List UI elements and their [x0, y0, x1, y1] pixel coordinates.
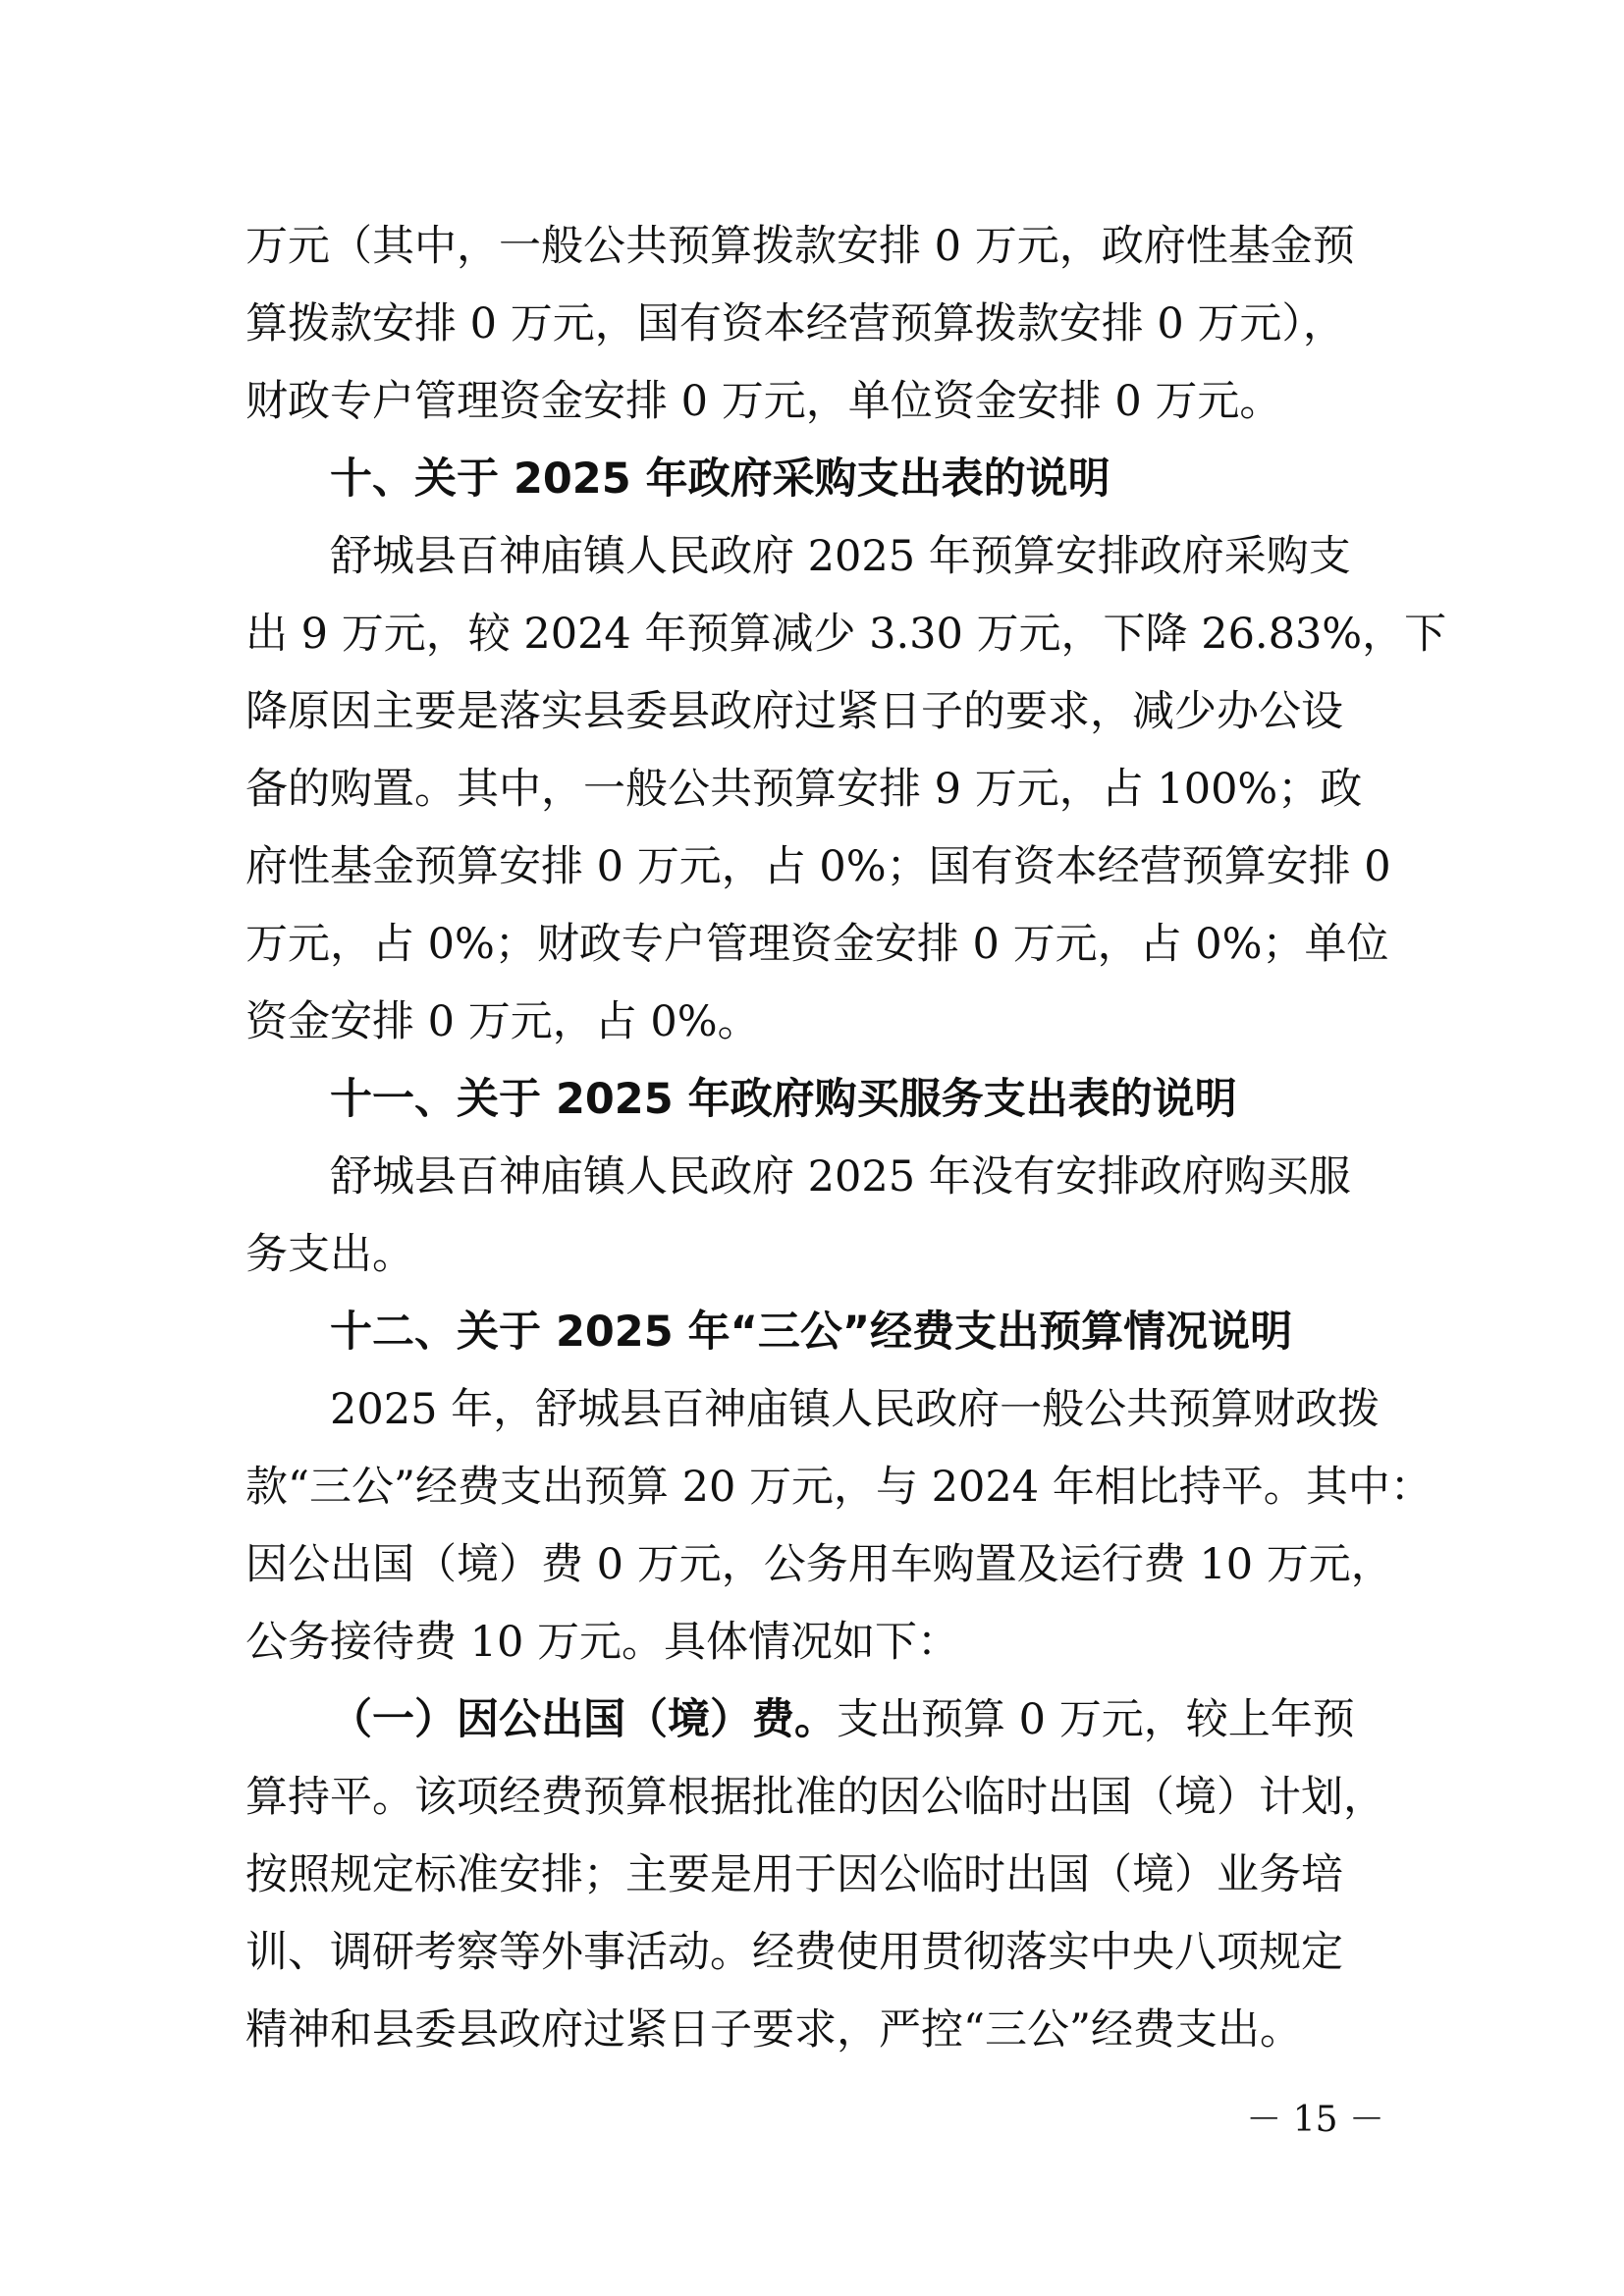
- paragraph-first-line: 2025 年，舒城县百神庙镇人民政府一般公共预算财政拨: [330, 1385, 1380, 1434]
- subsection-first-line: [245, 1682, 1384, 1759]
- body-text-line: 训、调研考察等外事活动。经费使用贯彻落实中央八项规定: [245, 1928, 1343, 1977]
- body-text-line: 按照规定标准安排；主要是用于因公临时出国（境）业务培: [245, 1850, 1343, 1899]
- body-text-line: 万元，占 0%；财政专户管理资金安排 0 万元，占 0%；单位: [245, 920, 1389, 969]
- document-page: [245, 208, 1447, 2069]
- body-text-line: 府性基金预算安排 0 万元，占 0%；国有资本经营预算安排 0: [245, 842, 1391, 891]
- body-text-line: 算拨款安排 0 万元，国有资本经营预算拨款安排 0 万元），: [245, 299, 1345, 348]
- subsection-heading-1: （一）因公出国（境）费。: [330, 1695, 837, 1744]
- body-text-line: 万元（其中，一般公共预算拨款安排 0 万元，政府性基金预: [245, 222, 1355, 271]
- body-text-line: 财政专户管理资金安排 0 万元，单位资金安排 0 万元。: [245, 377, 1282, 426]
- body-text-line: 降原因主要是落实县委县政府过紧日子的要求，减少办公设: [245, 687, 1343, 736]
- paragraph-first-line: 舒城县百神庙镇人民政府 2025 年没有安排政府购买服: [330, 1152, 1351, 1201]
- paragraph-first-line: 舒城县百神庙镇人民政府 2025 年预算安排政府采购支: [330, 532, 1351, 581]
- body-text-line: 算持平。该项经费预算根据批准的因公临时出国（境）计划，: [245, 1773, 1385, 1822]
- subsection-text: 支出预算 0 万元，较上年预: [837, 1695, 1355, 1744]
- section-heading-10: 十、关于 2025 年政府采购支出表的说明: [330, 454, 1110, 504]
- body-text-line: 款“三公”经费支出预算 20 万元，与 2024 年相比持平。其中：: [245, 1463, 1433, 1512]
- section-heading-11: 十一、关于 2025 年政府购买服务支出表的说明: [330, 1075, 1237, 1124]
- body-text-line: 精神和县委县政府过紧日子要求，严控“三公”经费支出。: [245, 2005, 1302, 2055]
- body-text-line: 因公出国（境）费 0 万元，公务用车购置及运行费 10 万元，: [245, 1540, 1393, 1589]
- body-text-line: 备的购置。其中，一般公共预算安排 9 万元，占 100%；政: [245, 765, 1363, 814]
- section-heading-12: 十二、关于 2025 年“三公”经费支出预算情况说明: [330, 1308, 1293, 1357]
- body-text-line: 务支出。: [245, 1230, 414, 1279]
- body-text-line: 出 9 万元，较 2024 年预算减少 3.30 万元，下降 26.83%，下: [245, 610, 1447, 659]
- page-number: － 15 －: [1246, 2100, 1384, 2140]
- body-text-line: 公务接待费 10 万元。具体情况如下：: [245, 1618, 960, 1667]
- body-text-line: 资金安排 0 万元，占 0%。: [245, 997, 760, 1046]
